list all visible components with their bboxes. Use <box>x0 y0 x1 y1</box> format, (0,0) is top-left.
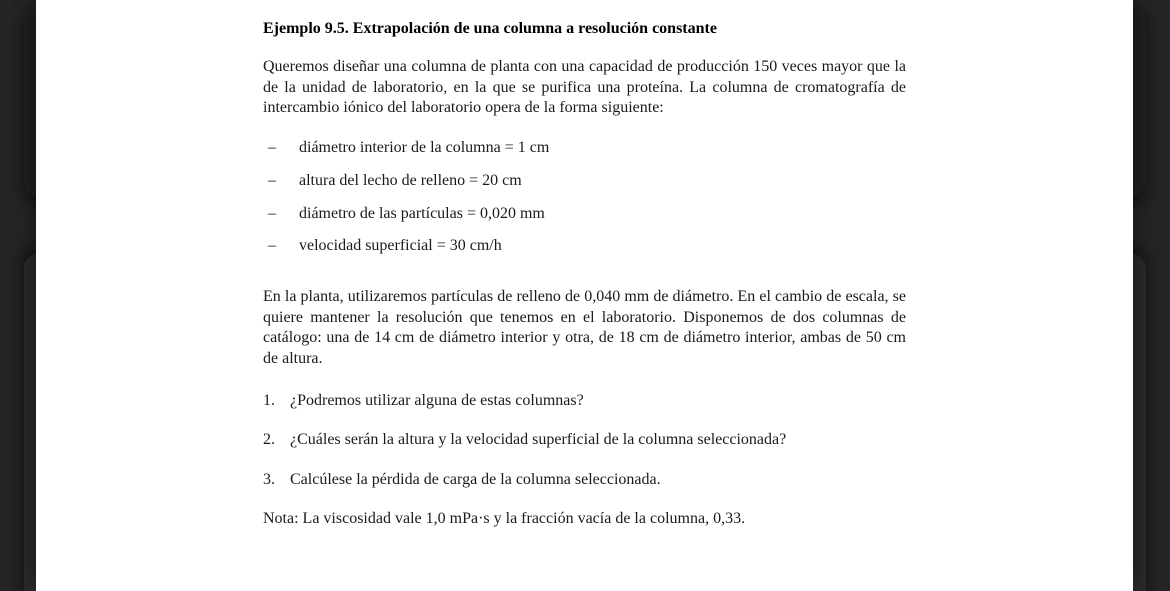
condition-text: altura del lecho de relleno = 20 cm <box>299 171 522 189</box>
note-line: Nota: La viscosidad vale 1,0 mPa·s y la fracción vacía de la columna, 0,33. <box>263 509 746 527</box>
condition-item <box>263 236 906 257</box>
condition-text: velocidad superficial = 30 cm/h <box>299 237 502 255</box>
question-text: ¿Cuáles serán la altura y la velocidad superficial de la columna seleccionada? <box>290 431 787 449</box>
question-number: 2. <box>263 431 275 449</box>
operating-conditions-list <box>263 138 906 257</box>
question-text: ¿Podremos utilizar alguna de estas columnas? <box>290 391 584 409</box>
document-content <box>263 0 906 530</box>
document-page <box>36 0 1133 591</box>
condition-text: diámetro de las partículas = 0,020 mm <box>299 204 545 222</box>
condition-item <box>263 171 906 192</box>
dash-bullet: – <box>268 237 276 255</box>
question-text: Calcúlese la pérdida de carga de la columna seleccionada. <box>290 471 661 489</box>
question-item <box>263 391 906 412</box>
question-number: 3. <box>263 471 275 489</box>
questions-list <box>263 391 906 491</box>
question-number: 1. <box>263 391 275 409</box>
condition-item <box>263 204 906 225</box>
left-gutter <box>0 0 36 591</box>
dash-bullet: – <box>268 171 276 189</box>
dash-bullet: – <box>268 204 276 222</box>
right-gutter <box>1133 0 1170 591</box>
example-title: Ejemplo 9.5. Extrapolación de una columna a resolución constante <box>263 20 717 37</box>
scale-up-paragraph: En la planta, utilizaremos partículas de relleno de 0,040 mm de diámetro. En el cambio de escala, se quiere mantener la resolución que tenemos en el laboratorio. Disponemos de dos columnas de catálogo: una de 14 cm de diámetro interior y otra, de 18 cm de diámetro interior, ambas de 50 cm de altura. <box>263 287 906 368</box>
condition-item <box>263 138 906 159</box>
condition-text: diámetro interior de la columna = 1 cm <box>299 139 550 157</box>
dash-bullet: – <box>268 139 276 157</box>
question-item <box>263 430 906 451</box>
question-item <box>263 470 906 491</box>
intro-paragraph: Queremos diseñar una columna de planta con una capacidad de producción 150 veces mayor que la de la unidad de laboratorio, en la que se purifica una proteína. La columna de cromatografía de intercambio iónico del laboratorio opera de la forma siguiente: <box>263 58 906 117</box>
